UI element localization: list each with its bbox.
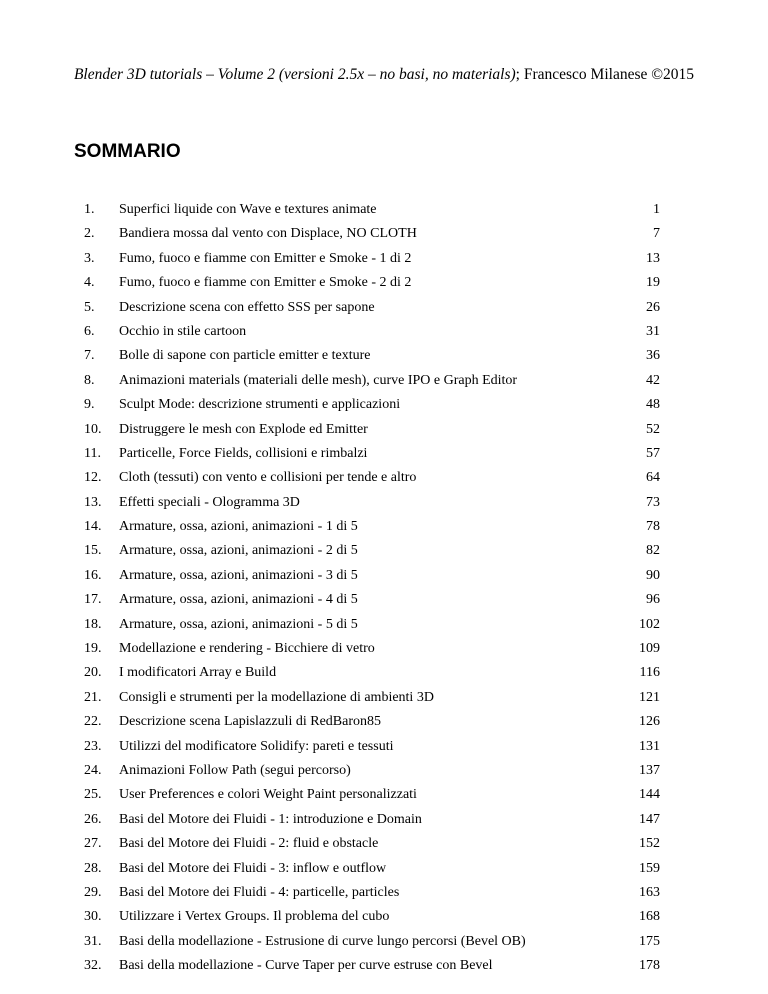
toc-entry xyxy=(84,907,684,931)
toc-entry-title: Effetti speciali - Ologramma 3D xyxy=(119,494,300,510)
toc-entry-page: 1 xyxy=(653,202,660,217)
toc-entry-page: 109 xyxy=(639,641,660,657)
toc-entry-page: 178 xyxy=(639,958,660,974)
toc-entry-title: Superfici liquide con Wave e textures animate xyxy=(119,202,377,217)
toc-entry-number: 14. xyxy=(84,519,102,535)
toc-entry-title: Fumo, fuoco e fiamme con Emitter e Smoke - 1 di 2 xyxy=(119,250,412,266)
toc-entry-title: Basi della modellazione - Curve Taper per curve estruse con Bevel xyxy=(119,958,493,974)
toc-entry xyxy=(84,932,684,956)
toc-entry-number: 16. xyxy=(84,567,102,583)
header-author: ; Francesco Milanese ©2015 xyxy=(515,66,695,83)
toc-entry-number: 2. xyxy=(84,226,95,242)
toc-entry xyxy=(84,395,684,419)
toc-entry-number: 31. xyxy=(84,933,102,949)
toc-entry-page: 78 xyxy=(646,519,660,535)
page-title: SOMMARIO xyxy=(74,141,181,162)
toc-entry xyxy=(84,298,684,322)
toc-entry-page: 57 xyxy=(646,445,660,461)
toc-entry-number: 30. xyxy=(84,909,102,925)
toc-entry-page: 19 xyxy=(646,275,660,291)
toc-entry xyxy=(84,420,684,444)
toc-entry xyxy=(84,663,684,687)
toc-entry xyxy=(84,639,684,663)
toc-entry-number: 13. xyxy=(84,494,102,510)
toc-entry-number: 1. xyxy=(84,202,95,217)
toc-entry xyxy=(84,493,684,517)
toc-entry-number: 7. xyxy=(84,348,95,364)
toc-entry-number: 8. xyxy=(84,372,95,388)
toc-entry xyxy=(84,249,684,273)
toc-entry-title: I modificatori Array e Build xyxy=(119,665,277,681)
toc-entry-page: 96 xyxy=(646,592,660,608)
toc-entry-title: Cloth (tessuti) con vento e collisioni per tende e altro xyxy=(119,470,417,486)
toc-entry-number: 20. xyxy=(84,665,102,681)
toc-entry-title: Armature, ossa, azioni, animazioni - 5 di 5 xyxy=(119,616,358,632)
toc-entry-page: 64 xyxy=(646,470,660,486)
toc-entry xyxy=(84,761,684,785)
toc-entry-number: 26. xyxy=(84,811,102,827)
toc-entry-page: 90 xyxy=(646,567,660,583)
toc-entry xyxy=(84,834,684,858)
toc-entry-number: 15. xyxy=(84,543,102,559)
toc-entry xyxy=(84,444,684,468)
toc-entry xyxy=(84,810,684,834)
toc-entry-page: 147 xyxy=(639,811,660,827)
toc-entry xyxy=(84,224,684,248)
toc-entry-number: 22. xyxy=(84,714,102,730)
toc-entry-number: 6. xyxy=(84,323,95,339)
toc-entry-page: 7 xyxy=(653,226,660,242)
header-book-title: Blender 3D tutorials – Volume 2 (versioni 2.5x – no basi, no materials) xyxy=(73,66,516,83)
toc-entry-number: 27. xyxy=(84,836,102,852)
toc-entry-title: Basi del Motore dei Fluidi - 3: inflow e outflow xyxy=(119,860,387,876)
toc-entry-number: 25. xyxy=(84,787,102,803)
toc-entry xyxy=(84,688,684,712)
toc-entry-title: Basi della modellazione - Estrusione di curve lungo percorsi (Bevel OB) xyxy=(119,933,526,949)
table-of-contents xyxy=(84,200,684,981)
toc-entry-number: 11. xyxy=(84,445,101,461)
toc-entry-page: 42 xyxy=(646,372,660,388)
toc-entry-number: 28. xyxy=(84,860,102,876)
toc-entry-page: 116 xyxy=(639,665,660,681)
toc-entry-number: 4. xyxy=(84,275,95,291)
toc-entry xyxy=(84,322,684,346)
toc-entry-number: 29. xyxy=(84,884,102,900)
toc-entry-page: 52 xyxy=(646,421,660,437)
toc-entry-title: Armature, ossa, azioni, animazioni - 4 di 5 xyxy=(119,592,358,608)
toc-entry-title: Utilizzare i Vertex Groups. Il problema del cubo xyxy=(119,909,390,925)
toc-entry xyxy=(84,956,684,980)
toc-entry-page: 26 xyxy=(646,299,660,315)
toc-entry-title: User Preferences e colori Weight Paint personalizzati xyxy=(119,787,417,803)
toc-entry-title: Armature, ossa, azioni, animazioni - 3 di 5 xyxy=(119,567,358,583)
toc-entry-number: 10. xyxy=(84,421,102,437)
toc-entry xyxy=(84,615,684,639)
toc-entry-title: Bandiera mossa dal vento con Displace, NO CLOTH xyxy=(119,226,417,242)
toc-entry-page: 31 xyxy=(646,323,660,339)
toc-entry xyxy=(84,468,684,492)
toc-entry-page: 137 xyxy=(639,762,660,778)
toc-entry xyxy=(84,712,684,736)
toc-entry-page: 163 xyxy=(639,884,660,900)
toc-entry-title: Sculpt Mode: descrizione strumenti e applicazioni xyxy=(119,397,401,413)
toc-entry-page: 48 xyxy=(646,397,660,413)
toc-entry-title: Occhio in stile cartoon xyxy=(119,323,247,339)
toc-entry-title: Bolle di sapone con particle emitter e texture xyxy=(119,348,371,364)
toc-entry xyxy=(84,883,684,907)
toc-entry-page: 131 xyxy=(639,738,660,754)
toc-entry xyxy=(84,346,684,370)
toc-entry-number: 24. xyxy=(84,762,102,778)
toc-entry-page: 13 xyxy=(646,250,660,266)
toc-entry xyxy=(84,517,684,541)
toc-entry-title: Basi del Motore dei Fluidi - 4: particelle, particles xyxy=(119,884,400,900)
toc-entry-number: 9. xyxy=(84,397,95,413)
toc-entry-title: Descrizione scena con effetto SSS per sapone xyxy=(119,299,375,315)
toc-entry xyxy=(84,785,684,809)
toc-entry-page: 152 xyxy=(639,836,660,852)
toc-entry-title: Armature, ossa, azioni, animazioni - 2 di 5 xyxy=(119,543,358,559)
toc-entry-title: Distruggere le mesh con Explode ed Emitter xyxy=(119,421,368,437)
toc-entry-title: Armature, ossa, azioni, animazioni - 1 di 5 xyxy=(119,519,358,535)
toc-entry-number: 18. xyxy=(84,616,102,632)
toc-entry-page: 175 xyxy=(639,933,660,949)
running-header xyxy=(0,66,768,84)
toc-entry-title: Modellazione e rendering - Bicchiere di vetro xyxy=(119,641,375,657)
toc-entry xyxy=(84,200,684,224)
toc-entry xyxy=(84,737,684,761)
toc-entry xyxy=(84,273,684,297)
toc-entry-title: Consigli e strumenti per la modellazione di ambienti 3D xyxy=(119,689,434,705)
toc-entry-number: 12. xyxy=(84,470,102,486)
toc-entry-page: 144 xyxy=(639,787,660,803)
toc-entry xyxy=(84,371,684,395)
toc-entry-page: 126 xyxy=(639,714,660,730)
toc-entry-title: Animazioni materials (materiali delle mesh), curve IPO e Graph Editor xyxy=(119,372,518,388)
toc-entry-number: 32. xyxy=(84,958,102,974)
toc-entry xyxy=(84,541,684,565)
toc-entry-page: 36 xyxy=(646,348,660,364)
toc-entry-title: Animazioni Follow Path (segui percorso) xyxy=(119,762,351,778)
toc-entry-page: 82 xyxy=(646,543,660,559)
toc-entry-page: 168 xyxy=(639,909,660,925)
toc-entry xyxy=(84,859,684,883)
toc-entry-title: Particelle, Force Fields, collisioni e rimbalzi xyxy=(119,445,368,461)
toc-entry-page: 121 xyxy=(639,689,660,705)
toc-entry-page: 102 xyxy=(639,616,660,632)
toc-entry-title: Basi del Motore dei Fluidi - 1: introduzione e Domain xyxy=(119,811,422,827)
toc-entry-page: 159 xyxy=(639,860,660,876)
toc-entry-number: 17. xyxy=(84,592,102,608)
toc-entry-number: 19. xyxy=(84,641,102,657)
toc-entry xyxy=(84,566,684,590)
toc-entry-number: 23. xyxy=(84,738,102,754)
toc-entry-title: Fumo, fuoco e fiamme con Emitter e Smoke - 2 di 2 xyxy=(119,275,412,291)
toc-entry-page: 73 xyxy=(646,494,660,510)
toc-entry-title: Descrizione scena Lapislazzuli di RedBaron85 xyxy=(119,714,382,730)
toc-entry-title: Basi del Motore dei Fluidi - 2: fluid e obstacle xyxy=(119,836,379,852)
toc-entry-number: 3. xyxy=(84,250,95,266)
toc-entry xyxy=(84,590,684,614)
toc-entry-number: 21. xyxy=(84,689,102,705)
toc-entry-title: Utilizzi del modificatore Solidify: pareti e tessuti xyxy=(119,738,394,754)
toc-entry-number: 5. xyxy=(84,299,95,315)
